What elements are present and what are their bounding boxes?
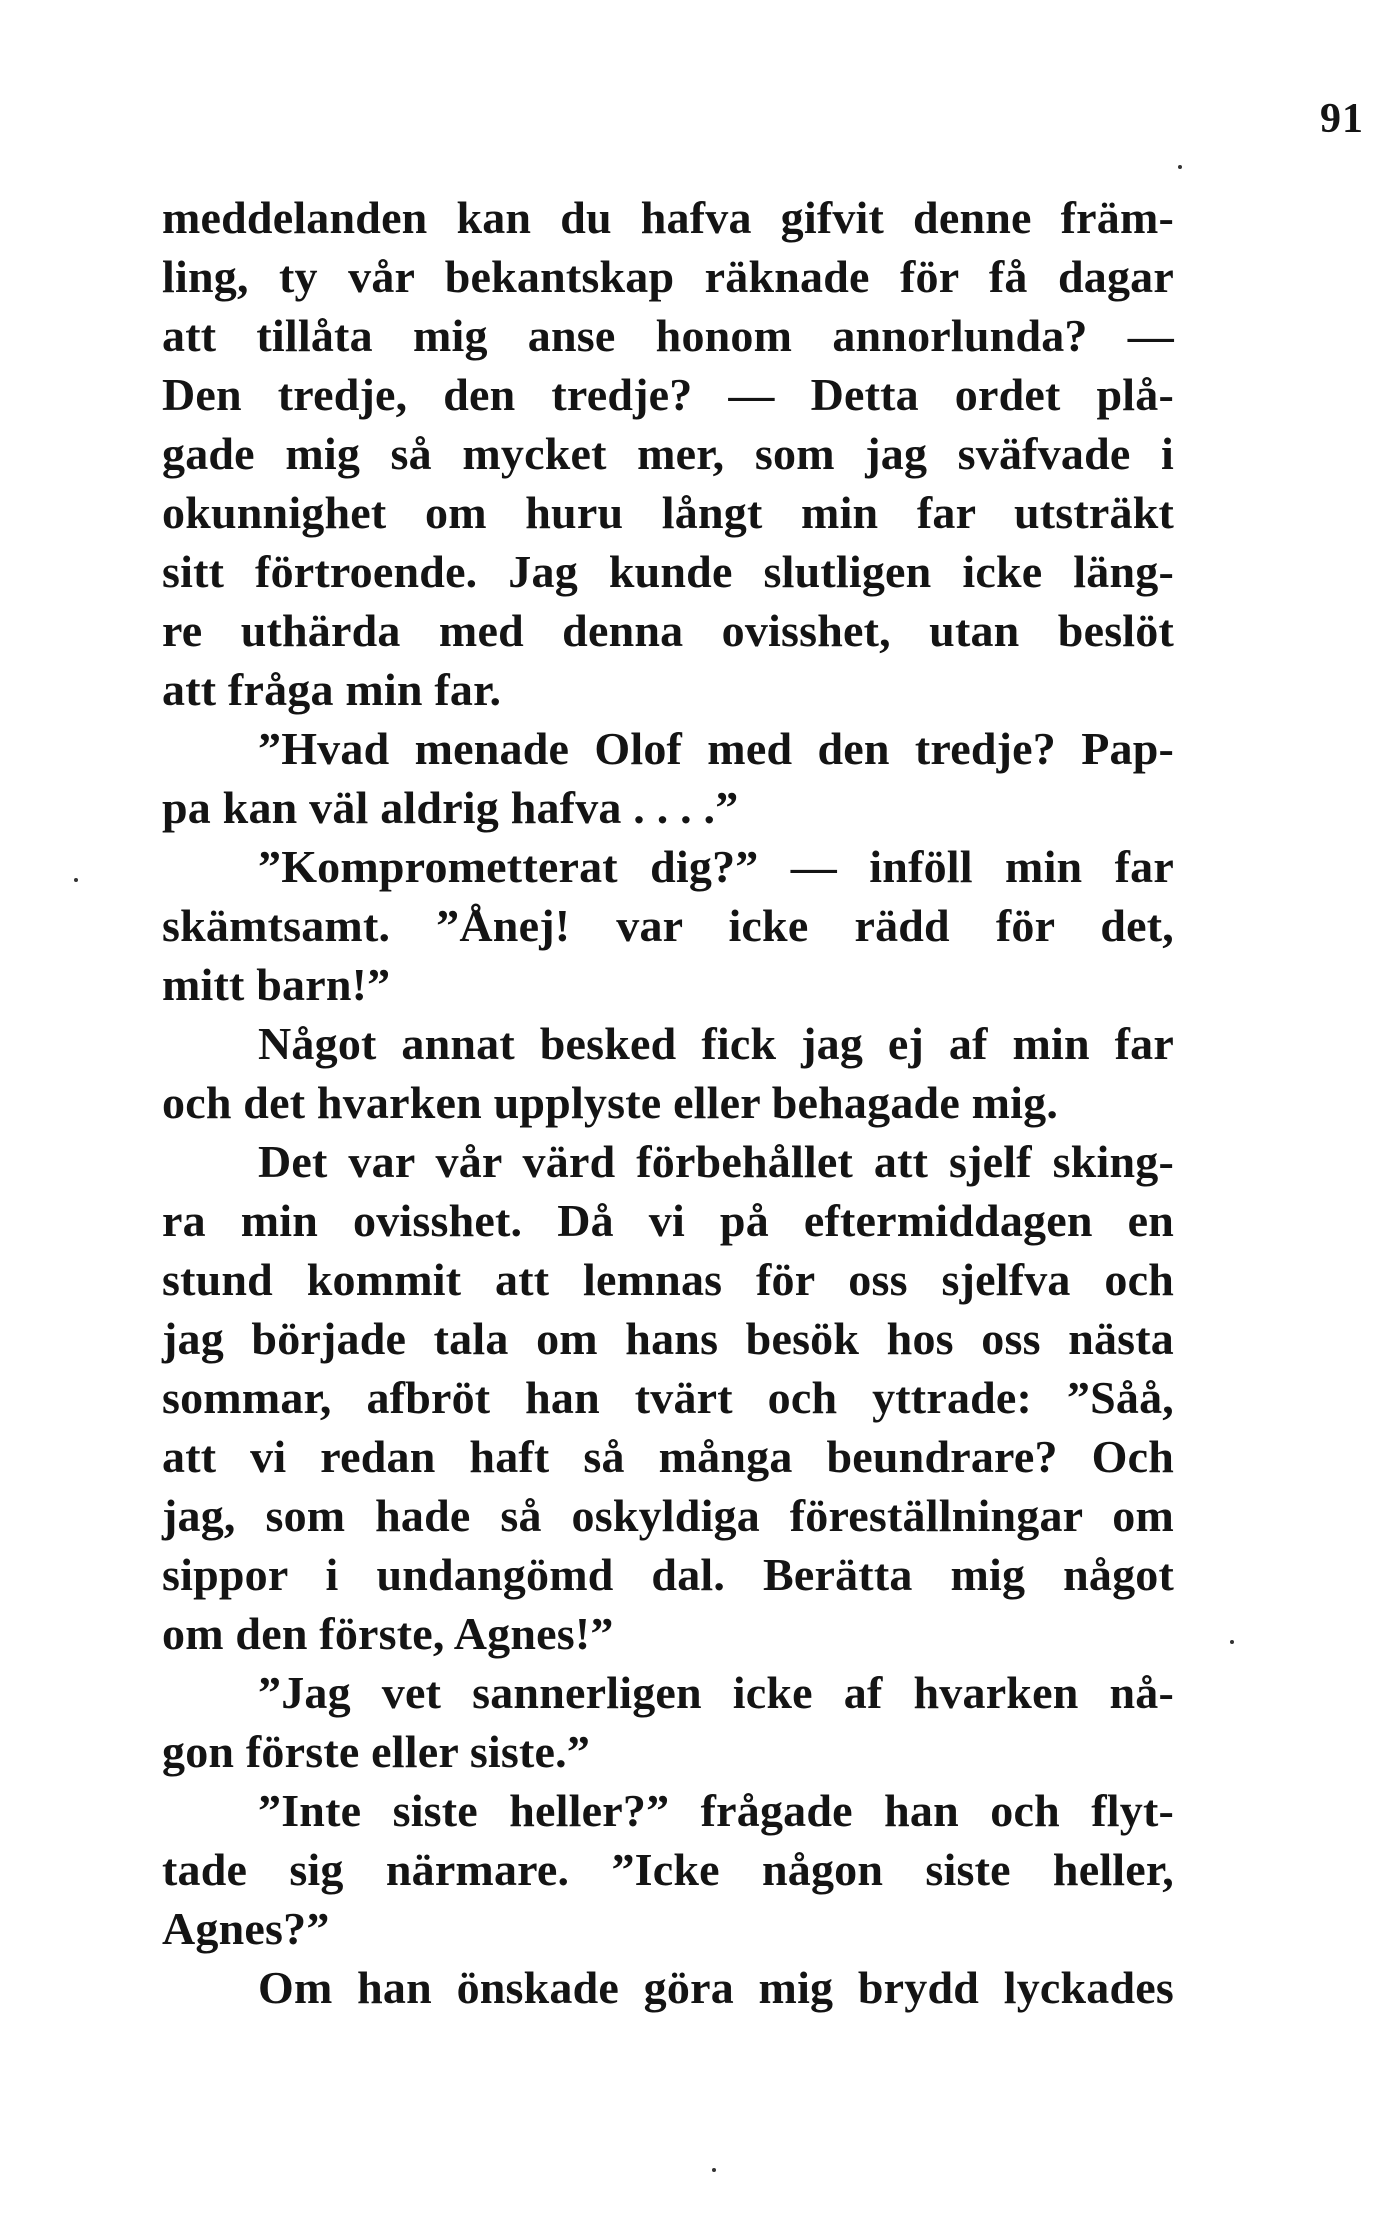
text-line: Den tredje, den tredje? — Detta ordet plå- [162,369,1174,420]
print-speck [1178,165,1182,169]
body-text [162,188,1174,2017]
text-line: Något annat besked fick jag ej af min far [258,1018,1174,1069]
text-line: att vi redan haft så många beundrare? Och [162,1431,1174,1482]
text-line: okunnighet om huru långt min far utsträkt [162,487,1174,538]
text-line: ling, ty vår bekantskap räknade för få dagar [162,251,1174,302]
page-number: 91 [1320,96,1364,142]
text-line: sommar, afbröt han tvärt och yttrade: ”Såå, [162,1372,1174,1423]
text-line: Om han önskade göra mig brydd lyckades [258,1962,1174,2013]
text-line: meddelanden kan du hafva gifvit denne främ- [162,192,1174,243]
text-line: om den förste, Agnes!” [162,1608,614,1659]
text-line: sippor i undangömd dal. Berätta mig något [162,1549,1174,1600]
text-line: jag började tala om hans besök hos oss nästa [162,1313,1174,1364]
text-line: att tillåta mig anse honom annorlunda? — [162,310,1174,361]
text-line: pa kan väl aldrig hafva . . . .” [162,782,739,833]
print-speck [74,878,78,882]
text-line: skämtsamt. ”Ånej! var icke rädd för det, [162,900,1174,951]
text-line: ”Inte siste heller?” frågade han och flyt- [258,1785,1174,1836]
text-line: ”Komprometterat dig?” — inföll min far [258,841,1174,892]
text-line: ”Jag vet sannerligen icke af hvarken nå- [258,1667,1174,1718]
text-line: tade sig närmare. ”Icke någon siste heller, [162,1844,1174,1895]
text-line: gon förste eller siste.” [162,1726,591,1777]
text-line: Agnes?” [162,1903,330,1954]
text-line: stund kommit att lemnas för oss sjelfva och [162,1254,1174,1305]
text-line: ra min ovisshet. Då vi på eftermiddagen en [162,1195,1174,1246]
text-line: att fråga min far. [162,664,502,715]
text-line: re uthärda med denna ovisshet, utan beslöt [162,605,1174,656]
text-line: jag, som hade så oskyldiga föreställningar om [162,1490,1174,1541]
print-speck [712,2168,716,2172]
text-line: sitt förtroende. Jag kunde slutligen icke läng- [162,546,1174,597]
text-line: gade mig så mycket mer, som jag sväfvade i [162,428,1174,479]
text-line: ”Hvad menade Olof med den tredje? Pap- [258,723,1174,774]
print-speck [1230,1640,1234,1644]
text-line: Det var vår värd förbehållet att sjelf sking- [258,1136,1174,1187]
text-line: mitt barn!” [162,959,391,1010]
text-line: och det hvarken upplyste eller behagade mig. [162,1077,1059,1128]
